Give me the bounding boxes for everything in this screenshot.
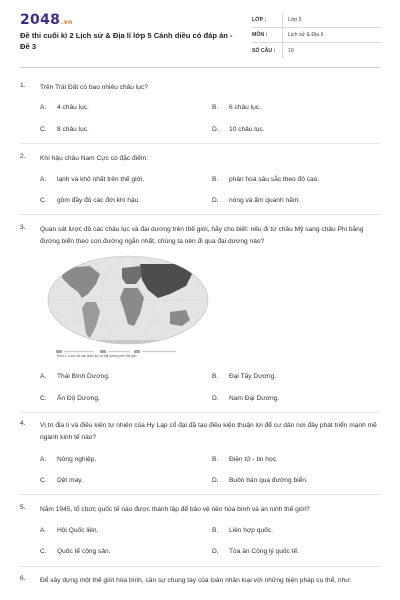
question-number: 2. bbox=[20, 153, 26, 160]
meta-label-subject: MÔN : bbox=[252, 28, 283, 42]
meta-label-grade: LỚP : bbox=[252, 13, 283, 27]
question-number: 5. bbox=[20, 504, 26, 511]
option-letter: A. bbox=[40, 373, 47, 380]
option-text: Hội Quốc liên. bbox=[57, 527, 99, 534]
document-header bbox=[0, 0, 400, 72]
option-text: 8 châu lục. bbox=[57, 126, 89, 133]
meta-value-subject: Lịch sử & Địa lí bbox=[288, 32, 324, 38]
option-2a[interactable] bbox=[40, 176, 144, 183]
option-text: Liên hợp quốc. bbox=[229, 527, 273, 534]
question-text: Để xây dựng một thế giới hòa bình, cần sự chung tay của toàn nhân loại với những biện pháp cụ thể, như: bbox=[40, 577, 352, 584]
option-letter: D. bbox=[212, 477, 219, 484]
option-5a[interactable] bbox=[40, 527, 98, 534]
option-4a[interactable] bbox=[40, 456, 96, 463]
option-text: Đại Tây Dương. bbox=[229, 373, 277, 380]
meta-table bbox=[252, 13, 382, 58]
option-text: Tòa án Công lý quốc tế. bbox=[229, 548, 300, 555]
option-letter: C. bbox=[40, 126, 47, 133]
question-text: Trên Trái Đất có bao nhiêu châu lục? bbox=[40, 84, 148, 91]
option-text: Buôn bán qua đường biển. bbox=[229, 477, 308, 484]
option-letter: A. bbox=[40, 104, 47, 111]
option-text: 10 châu lục. bbox=[229, 126, 265, 133]
option-letter: B. bbox=[212, 176, 219, 183]
option-text: phân hoá sâu sắc theo độ cao. bbox=[229, 176, 320, 183]
logo-text: 2048 bbox=[20, 12, 61, 28]
site-logo[interactable] bbox=[20, 12, 73, 28]
map-legend bbox=[56, 350, 176, 353]
option-1c[interactable] bbox=[40, 126, 89, 133]
question-number: 1. bbox=[20, 82, 26, 89]
option-letter: A. bbox=[40, 176, 47, 183]
option-letter: D. bbox=[212, 126, 219, 133]
question-divider bbox=[20, 566, 380, 567]
option-1b[interactable] bbox=[212, 104, 261, 111]
antarctica-shape bbox=[72, 340, 184, 346]
option-letter: B. bbox=[212, 527, 219, 534]
question-number: 6. bbox=[20, 575, 26, 582]
option-3a[interactable] bbox=[40, 373, 110, 380]
option-letter: B. bbox=[212, 373, 219, 380]
option-5d[interactable] bbox=[212, 548, 299, 555]
option-text: Điện tử - tin học. bbox=[229, 456, 278, 463]
document-title: Đề thi cuối kì 2 Lịch sử & Địa lí lớp 5 Cánh diều có đáp án - Đề 3 bbox=[20, 31, 233, 51]
option-1a[interactable] bbox=[40, 104, 89, 111]
option-letter: C. bbox=[40, 197, 47, 204]
question-divider bbox=[20, 214, 380, 215]
option-text: Dệt may. bbox=[57, 477, 83, 484]
option-4d[interactable] bbox=[212, 477, 308, 484]
question-text: Vị trí địa lí và điều kiện tự nhiên của Hy Lạp cổ đại đã tạo điều kiện thuận lợi để cư dân nơi đây phát triển mạnh mẽ ngành kinh tế nào? bbox=[40, 422, 377, 441]
question-number: 3. bbox=[20, 224, 26, 231]
meta-row-grade bbox=[252, 13, 382, 28]
option-text: lạnh và khô nhất trên thế giới. bbox=[57, 176, 145, 183]
option-3d[interactable] bbox=[212, 395, 279, 402]
header-divider bbox=[20, 67, 380, 68]
option-2c[interactable] bbox=[40, 197, 140, 204]
logo-domain: .vn bbox=[61, 19, 73, 26]
meta-label-count: SỐ CÂU : bbox=[252, 43, 283, 58]
question-divider bbox=[20, 494, 380, 495]
world-map-figure bbox=[42, 254, 214, 362]
question-text: Khí hậu châu Nam Cực có đặc điểm: bbox=[40, 155, 149, 162]
question-divider bbox=[20, 412, 380, 413]
meta-row-subject bbox=[252, 28, 382, 43]
option-letter: B. bbox=[212, 456, 219, 463]
option-3c[interactable] bbox=[40, 395, 100, 402]
option-text: Ấn Độ Dương. bbox=[57, 395, 100, 402]
option-text: nóng và ẩm quanh năm. bbox=[229, 197, 301, 204]
meta-value-count: 10 bbox=[288, 47, 294, 54]
option-1d[interactable] bbox=[212, 126, 265, 133]
question-number: 4. bbox=[20, 420, 26, 427]
option-letter: C. bbox=[40, 477, 47, 484]
option-text: 6 châu lục. bbox=[229, 104, 261, 111]
option-text: Thái Bình Dương. bbox=[57, 373, 110, 380]
option-letter: D. bbox=[212, 197, 219, 204]
meta-row-count bbox=[252, 43, 382, 58]
option-letter: D. bbox=[212, 548, 219, 555]
option-letter: C. bbox=[40, 395, 47, 402]
question-divider bbox=[20, 143, 380, 144]
option-letter: A. bbox=[40, 456, 47, 463]
option-2d[interactable] bbox=[212, 197, 300, 204]
question-text: Năm 1945, tổ chức quốc tế nào được thành lập để bảo vệ nền hòa bình và an ninh thế giới? bbox=[40, 506, 310, 513]
option-letter: B. bbox=[212, 104, 219, 111]
meta-value-grade: Lớp 5 bbox=[288, 17, 302, 23]
option-text: Quốc tế cộng sản. bbox=[57, 548, 111, 555]
question-text: Quan sát lược đồ các châu lục và đại dương trên thế giới, hãy cho biết: nếu đi từ châu Mỹ sang châu Phi bằng đường biển theo con đường ngắn nhất, chúng ta nên đi qua đại dương nào? bbox=[40, 226, 364, 245]
option-text: 4 châu lục. bbox=[57, 104, 89, 111]
option-3b[interactable] bbox=[212, 373, 276, 380]
option-5b[interactable] bbox=[212, 527, 273, 534]
option-text: gồm đầy đủ các đới khí hậu. bbox=[57, 197, 141, 204]
option-letter: A. bbox=[40, 527, 47, 534]
option-4b[interactable] bbox=[212, 456, 278, 463]
option-text: Nông nghiệp. bbox=[57, 456, 97, 463]
option-2b[interactable] bbox=[212, 176, 319, 183]
figure-caption: Hình 1. Lược đồ các châu lục và đại dương trên thế giới bbox=[57, 354, 137, 358]
option-letter: D. bbox=[212, 395, 219, 402]
option-text: Nam Đại Dương. bbox=[229, 395, 280, 402]
option-4c[interactable] bbox=[40, 477, 83, 484]
option-5c[interactable] bbox=[40, 548, 111, 555]
option-letter: C. bbox=[40, 548, 47, 555]
